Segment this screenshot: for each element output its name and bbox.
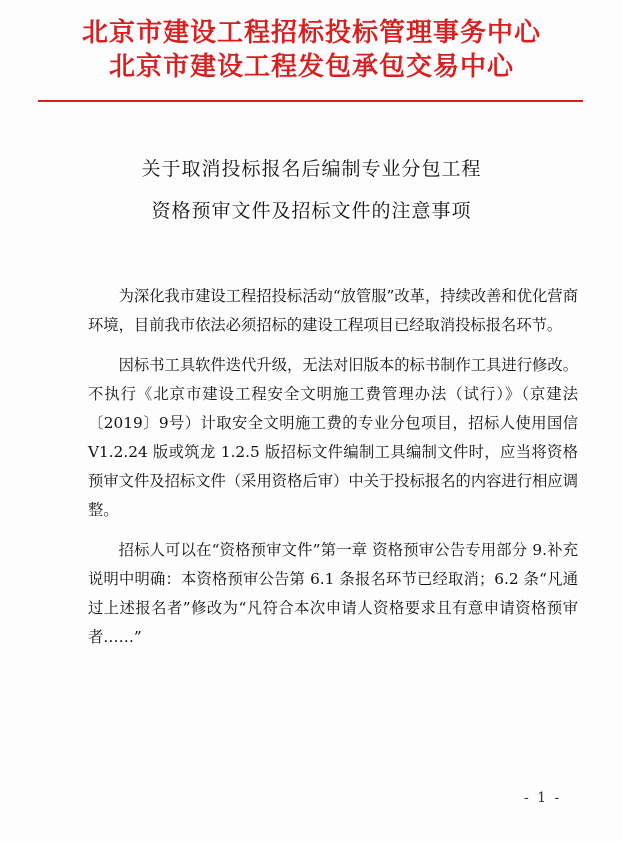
paragraph-2: 因标书工具软件迭代升级，无法对旧版本的标书制作工具进行修改。不执行《北京市建设工程安全文明施工费管理办法（试行）》（京建法〔2019〕9号）计取安全文明施工费的专业分包项目，招标人使用国信 V1.2.24 版或筑龙 1.2.5 版招标文件编制工具编制文件时，应当将资格预审文件及招标文件（采用资格后审）中关于投标报名的内容进行相应调整。 bbox=[88, 356, 578, 519]
letterhead-divider bbox=[38, 100, 583, 102]
letterhead-line-2: 北京市建设工程发包承包交易中心 bbox=[108, 52, 514, 82]
letterhead-line-1: 北京市建设工程招标投标管理事务中心 bbox=[81, 18, 541, 48]
letterhead bbox=[0, 16, 623, 84]
document-body bbox=[88, 282, 578, 663]
paragraph-1: 为深化我市建设工程招投标活动“放管服”改革，持续改善和优化营商环境，目前我市依法必须招标的建设工程项目已经取消投标报名环节。 bbox=[88, 287, 578, 334]
title-line-2: 资格预审文件及招标文件的注意事项 bbox=[151, 200, 472, 222]
page-number: - 1 - bbox=[524, 790, 562, 806]
paragraph-3: 招标人可以在“资格预审文件”第一章 资格预审公告专用部分 9.补充说明中明确：本资格预审公告第 6.1 条报名环节已经取消；6.2 条“凡通过上述报名者”修改为“凡符合本次申请人资格要求且有意申请资格预审者……” bbox=[88, 541, 578, 646]
title-line-1: 关于取消投标报名后编制专业分包工程 bbox=[141, 158, 482, 180]
document-title bbox=[0, 148, 623, 232]
